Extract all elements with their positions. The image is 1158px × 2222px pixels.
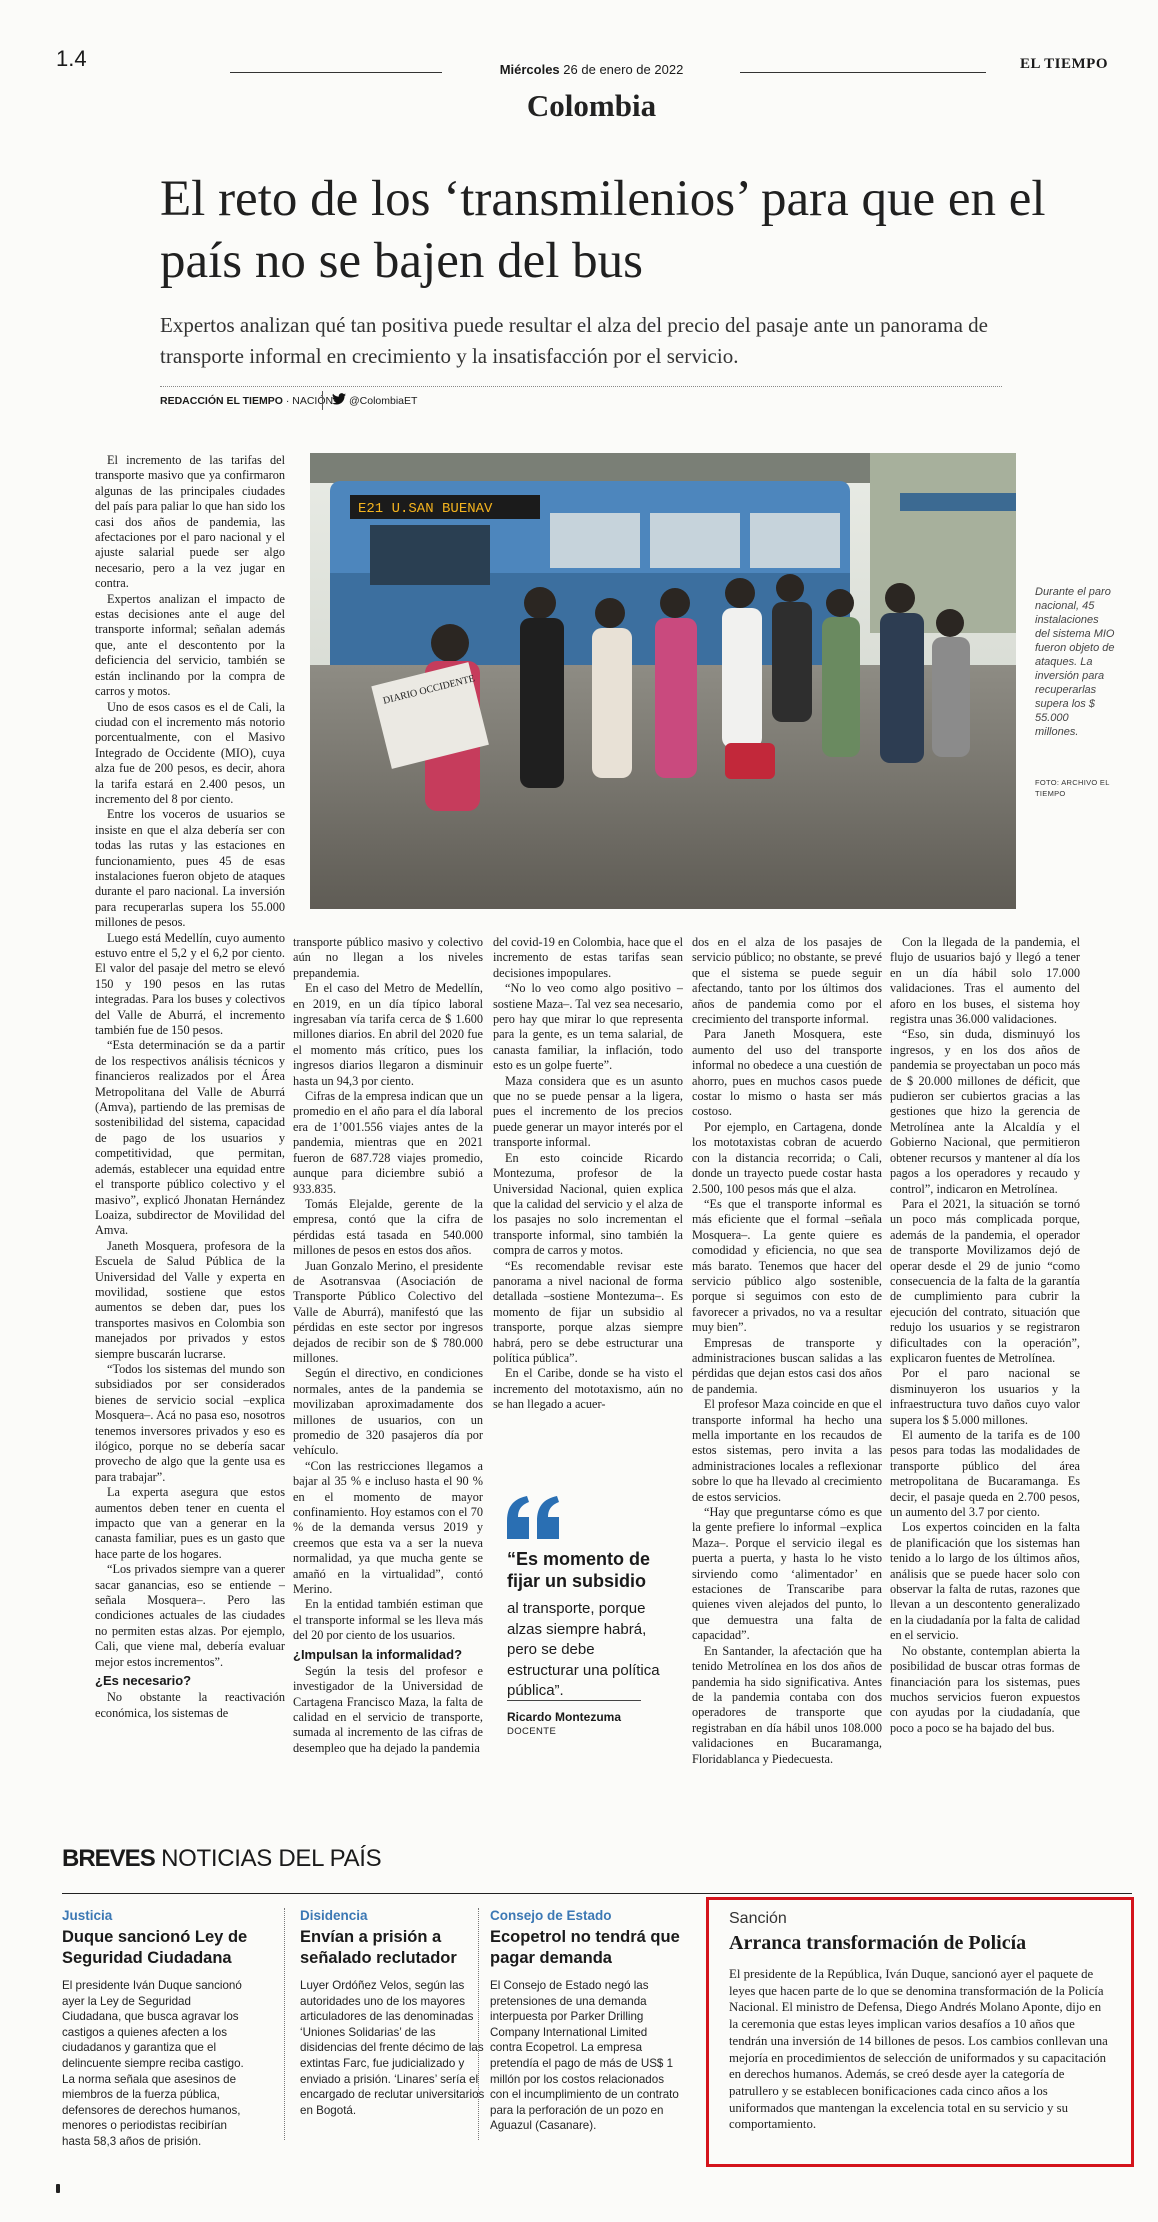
paragraph: No obstante, contemplan abierta la posibilidad de buscar otras formas de financiación para los sistemas, pues muchos servicios fueron expuestos con ayudas por la ciudadanía, que poco a poco se ha bajado del bus. (890, 1643, 1080, 1735)
paragraph: Entre los voceros de usuarios se insiste en que el alza debería ser con todas las rutas y las estaciones en funcionamiento, pues 45 de esas instalaciones fueron objeto de ataques durante el paro nacional. La inversión para recuperarlas supera los 55.000 millones de pesos. (95, 807, 285, 930)
brief-title: Duque sancionó Ley de Seguridad Ciudadana (62, 1928, 248, 1967)
briefs-header (62, 1845, 381, 1873)
brief-text: El presidente de la República, Iván Duque, sancionó ayer el paquete de leyes que hacen parte de lo que se denomina transformación de la Policía Nacional. El ministro de Defensa, Diego Andrés Molano Aponte, dijo en la ceremonia que estas leyes implican varios desafíos a 10 años que tendrán una inversión de 14 billones de pesos. Los cambios conllevan una mejoría en procedimientos de selección de uniformados y su capacitación en derechos humanos. Además, se creó desde ayer la categoría de patrullero y se establecen bonificaciones cada cinco años a los uniformados que mantengan la excelencia total en su servicio y su comportamiento. (729, 1967, 1108, 2132)
brief-tag: Disidencia (300, 1908, 368, 1923)
date-weekday: Miércoles (499, 62, 560, 77)
paragraph: En el caso del Metro de Medellín, en 2019, en un día típico laboral ingresaban vía tarifa cerca de $ 1.600 millones diarios. En abril del 2020 fue el momento más crítico, pues los ingresos diarios llegaron a disminuir hasta un 94,3 por ciento. (293, 981, 483, 1088)
briefs-header-rest: NOTICIAS DEL PAÍS (154, 1845, 382, 1872)
pull-quote-text: al transporte, porque alzas siempre habrá, pero se debe estructurar una política pública”. (507, 1600, 660, 1699)
pull-quote-role: DOCENTE (507, 1726, 557, 1737)
paragraph: “Es que el transporte informal es más eficiente que el formal –señala Mosquera–. La gente quiere es comodidad y eficiencia, no que sea más barato. Tenemos que hacer del servicio público algo sostenible, porque si seguimos con esto de favorecer a privados, no va a resultar muy bien”. (692, 1196, 882, 1335)
brief-title: Ecopetrol no tendrá que pagar demanda (490, 1928, 680, 1967)
paragraph: del covid-19 en Colombia, hace que el incremento de estas tarifas sean decisiones impopulares. (493, 935, 683, 980)
header-rule-left (230, 72, 442, 73)
paragraph: Según el directivo, en condiciones normales, antes de la pandemia se movilizaban aproximadamente dos millones de usuarios, con un promedio de 320 pasajeros día por vehículo. (293, 1366, 483, 1458)
paragraph: Tomás Elejalde, gerente de la empresa, contó que la cifra de pérdidas está tasada en 540.000 millones de pesos en estos dos años. (293, 1196, 483, 1258)
brief-text: El Consejo de Estado negó las pretensiones de una demanda interpuesta por Parker Drilling Company International Limited contra Ecopetrol. La empresa pretendía el pago de más de US$ 1 millón por los costos relacionados con el incumplimiento de un contrato para la perforación de un pozo en Aguazul (Casanare). (490, 1979, 679, 2133)
paragraph: Con la llegada de la pandemia, el flujo de usuarios bajó y llegó a tener en un día hábil solo 17.000 validaciones. Tras el aumento del aforo en los buses, el sistema hoy registra unas 36.000 validaciones. (890, 935, 1080, 1027)
brief-item (62, 1908, 252, 2150)
brief-item (300, 1908, 490, 2118)
pull-quote-rule (507, 1700, 641, 1701)
paragraph: “Es recomendable revisar este panorama a nivel nacional de forma detallada –sostiene Montezuma–. Es momento de fijar un subsidio al transporte, porque alzas siempre habrá, pero se debe estructurar una política pública”. (493, 1258, 683, 1365)
paragraph: El aumento de la tarifa es de 100 pesos para todas las modalidades de transporte público del área metropolitana de Bucaramanga. Es decir, el pasaje queda en 2.700 pesos, un aumento del 3.7 por ciento. (890, 1428, 1080, 1520)
article-headline: El reto de los ‘transmilenios’ para que en el país no se bajen del bus (160, 171, 1046, 289)
byline-section: · NACIÓN (282, 395, 334, 407)
photo-newspaper-text: DIARIO OCCIDENTE (381, 673, 477, 707)
paragraph: Para Janeth Mosquera, este aumento del uso del transporte informal no obedece a una cuestión de ahorro, pues en muchos casos puede costar lo mismo o hasta ser más costoso. (692, 1027, 882, 1119)
paragraph: Según la tesis del profesor e investigador de la Universidad de Cartagena Francisco Maza, la falta de calidad en el servicio de transporte, sumada al incremento de las cifras de desempleo que ha dejado la pandemia (293, 1663, 483, 1755)
briefs-divider (62, 1893, 1132, 1894)
paragraph: No obstante la reactivación económica, los sistemas de (95, 1690, 285, 1720)
brief-title: Arranca transformación de Policía (729, 1932, 1027, 1954)
date-rest: 26 de enero de 2022 (563, 62, 684, 77)
edition-date (449, 62, 734, 77)
paragraph: En la entidad también estiman que el transporte informal se les lleva más del 20 por ciento de los usuarios. (293, 1597, 483, 1643)
paragraph: Uno de esos casos es el de Cali, la ciudad con el incremento más notorio porcentualmente, con el Masivo Integrado de Occidente (MIO), cuya alza fue de 200 pesos, es decir, ahora la tarifa estará en 2.400 pesos, un incremento del 8 por ciento. (95, 699, 285, 806)
header-rule-right (740, 72, 986, 73)
pull-quote-lead: “Es momento de fijar un subsidio (507, 1549, 651, 1591)
paragraph: En esto coincide Ricardo Montezuma, profesor de la Universidad Nacional, quien explica que la calidad del servicio y el alza de los pasajes no solo incrementan el transporte informal, sino también la compra de carros y motos. (493, 1150, 683, 1258)
quote-mark-icon (503, 1495, 563, 1541)
paragraph: Expertos analizan el impacto de estas decisiones ante el auge del transporte informal; señalan además que, ante el descontento por la deficiencia del servicio, también se están inclinando por la compra de carros y motos. (95, 591, 285, 699)
paragraph: Empresas de transporte y administraciones buscan salidas a las pérdidas que dejan estos casi dos años de pandemia. (692, 1335, 882, 1396)
photo-caption: Durante el paro nacional, 45 instalaciones del sistema MIO fueron objeto de ataques. La inversión para recuperarlas supera los $ 55.000 millones. (1035, 586, 1115, 738)
section-title: Colombia (526, 88, 657, 123)
photo-credit: FOTO: ARCHIVO EL TIEMPO (1035, 778, 1110, 798)
article-column-4 (692, 935, 882, 1825)
newspaper-brand: EL TIEMPO (1020, 56, 1108, 72)
brief-item-highlighted (706, 1897, 1134, 2167)
byline-separator (322, 391, 323, 410)
paragraph: “Esta determinación se da a partir de los respectivos análisis técnicos y financieros realizados por el Área Metropolitana del Valle de Aburrá (Amva), partiendo de las premisas de sostenibilidad del sistema, capacidad de pago de los usuarios y competitividad, que permitan, además, establecer una equidad entre el transporte público colectivo y el masivo”, explicó Jhonatan Hernández Loaiza, subdirector de Movilidad del Amva. (95, 1038, 285, 1238)
brief-tag: Justicia (62, 1908, 113, 1923)
brief-separator (284, 1908, 285, 2140)
brief-separator (478, 1908, 479, 2140)
paragraph: “No lo veo como algo positivo –sostiene Maza–. Tal vez sea necesario, pero hay que mirar lo que representa para la gente, es un tema salarial, de canasta familiar, la inflación, todo esto es un golpe fuerte”. (493, 981, 683, 1073)
briefs-header-bold: BREVES (62, 1845, 155, 1872)
paragraph: “Eso, sin duda, disminuyó los ingresos, y en los dos años de pandemia se proyectaban un poco más de $ 20.000 millones de déficit, que pudieron ser cubiertos gracias a las gestiones que hizo la gerencia de Metrolínea ante la Alcaldía y el Gobierno Nacional, que permitieron obtener recursos y mantener al día los pagos a los operadores y recaudo y control”, indicaron en Metrolínea. (890, 1027, 1080, 1196)
article-column-2 (293, 935, 483, 1825)
paragraph: dos en el alza de los pasajes de servicio público; no obstante, se prevé que el sistema se puede seguir afectando, tanto por los últimos dos años de pandemia como por el crecimiento del transporte informal. (692, 935, 882, 1027)
byline-author: REDACCIÓN EL TIEMPO (160, 395, 283, 407)
paragraph: Para el 2021, la situación se tornó un poco más complicada porque, además de la pandemia, el operador de transporte Movilizamos dejó de operar desde el 29 de junio “como consecuencia de la falta de la garantía de cumplimiento para cubrir la ejecución del contrato, situación que redujo los usuarios y se registraron dificultades con la operación”, explicaron fuentes de Metrolínea. (890, 1196, 1080, 1365)
paragraph: “Los privados siempre van a querer sacar ganancias, eso se entiende –señala Mosquera–. Pero las condiciones actuales de las ciudades no permiten estas alzas. Por ejemplo, Cali, que viene mal, debería evaluar mejor estos incrementos”. (95, 1562, 285, 1669)
brief-item (490, 1908, 680, 2134)
paragraph: La experta asegura que estos aumentos deben tener en cuenta el impacto que van a generar en la canasta familiar, pues es un gasto que hace parte de los hogares. (95, 1485, 285, 1561)
brief-text: Luyer Ordóñez Velos, según las autoridades uno de los mayores articuladores de las denominadas ‘Uniones Solidarias’ de las disidencias del frente décimo de las extintas Farc, fue judicializado y enviado a prisión. ‘Linares’ sería el encargado de reclutar universitarios en Bogotá. (300, 1979, 485, 2117)
paragraph: Juan Gonzalo Merino, el presidente de Asotransvaa (Asociación de Transporte Público Colectivo del Valle de Aburrá), manifestó que las pérdidas en este sector por ingresos dejados de recibir son de $ 780.000 millones. (293, 1258, 483, 1365)
paragraph: “Con las restricciones llegamos a bajar al 35 % e incluso hasta el 90 % en el momento de mayor confinamiento. Hoy estamos con el 70 % de la demanda versus 2019 y creemos que esta va a ser la nueva normalidad, ya que mucha gente se amañó en la virtualidad”, contó Merino. (293, 1458, 483, 1597)
paragraph: Cifras de la empresa indican que un promedio en el año para el día laboral era de 1’001.556 viajes antes de la pandemia, mientras que en 2021 fueron de 687.728 viajes promedio, aunque para diciembre subió a 933.835. (293, 1089, 483, 1196)
paragraph: En el Caribe, donde se ha visto el incremento del mototaxismo, aún no se han llegado a acuer- (493, 1366, 683, 1412)
article-column-3 (493, 935, 683, 1500)
print-mark (56, 2184, 60, 2193)
paragraph: Los expertos coinciden en la falta de planificación que los sistemas han tenido a lo largo de los últimos años, análisis que se puede hacer solo con observar la falta de rutas, razones que llevan a un descontento generalizado en la ciudadanía por la falta de calidad en el servicio. (890, 1520, 1080, 1643)
brief-text: El presidente Iván Duque sancionó ayer la Ley de Seguridad Ciudadana, que busca agravar los castigos a quienes afecten a los ciudadanos y garantiza que el delincuente siempre reciba castigo. La norma señala que asesinos de miembros de la fuerza pública, defensores de derechos humanos, menores o periodistas recibirían hasta 58,3 años de prisión. (62, 1979, 244, 2148)
page-number: 1.4 (56, 46, 87, 71)
twitter-handle: @ColombiaET (349, 395, 418, 407)
paragraph: Por el paro nacional se disminuyeron los usuarios y la infraestructura tuvo daños cuyo valor supera los $ 5.000 millones. (890, 1366, 1080, 1427)
paragraph: Por ejemplo, en Cartagena, donde los mototaxistas cobran de acuerdo con la distancia recorrida; o Cali, donde un trayecto puede costar hasta 2.500, 100 pesos más que el alza. (692, 1119, 882, 1196)
bus-sign: E21 U.SAN BUENAV (358, 501, 493, 517)
brief-tag: Consejo de Estado (490, 1908, 612, 1923)
twitter-icon (332, 393, 346, 405)
paragraph: Janeth Mosquera, profesora de la Escuela de Salud Pública de la Universidad del Valle y experta en movilidad, sostiene que estos aumentos se deben dar, pues los transportes masivos en Colombia son manejados por privados y estos siempre buscarán lucrarse. (95, 1238, 285, 1361)
paragraph: El profesor Maza coincide en que el transporte informal ha hecho una mella importante en los recaudos de estos sistemas, pero invita a las administraciones locales a reflexionar sobre lo que ha llevado al crecimiento de estos servicios. (692, 1397, 882, 1504)
pull-quote-author: Ricardo Montezuma (507, 1710, 622, 1724)
paragraph: transporte público masivo y colectivo aún no llegan a los niveles prepandemia. (293, 935, 483, 980)
article-column-1 (95, 453, 285, 1893)
paragraph: En Santander, la afectación que ha tenido Metrolínea en los dos años de pandemia ha sido significativa. Antes de la pandemia contaba con dos operadores de transporte que registraban en día hábil unos 108.000 validaciones en Bucaramanga, Floridablanca y Piedecuesta. (692, 1643, 882, 1766)
subhead-es-necesario: ¿Es necesario? (95, 1673, 192, 1689)
paragraph: Maza considera que es un asunto que no se puede pensar a la ligera, pues el incremento de los precios puede generar un mayor interés por el transporte informal. (493, 1073, 683, 1150)
photo-scene (310, 453, 1016, 909)
brief-title: Envían a prisión a señalado reclutador (300, 1928, 457, 1967)
brief-tag: Sanción (729, 1910, 787, 1927)
byline (160, 395, 333, 407)
article-column-5 (890, 935, 1080, 1825)
article-deck: Expertos analizan qué tan positiva puede resultar el alza del precio del pasaje ante un panorama de transporte informal en crecimiento y la insatisfacción por el servicio. (160, 313, 988, 368)
subhead-impulsan-informalidad: ¿Impulsan la informalidad? (293, 1646, 463, 1662)
paragraph: Luego está Medellín, cuyo aumento estuvo entre el 5,2 y el 6,2 por ciento. El valor del pasaje del metro se elevó 150 y 190 pesos en las rutas integradas. Para los buses y colectivos del Valle de Aburrá, el incremento también fue de 150 pesos. (95, 930, 285, 1038)
paragraph: “Todos los sistemas del mundo son subsidiados por ser considerados bienes de servicio social –explica Mosquera–. Acá no pasa eso, nosotros tenemos inversores privados y eso es ilógico, porque no se debería sacar provecho de algo que la gente usa es para trabajar”. (95, 1361, 285, 1484)
deck-divider (160, 386, 1002, 387)
paragraph: El incremento de las tarifas del transporte masivo que ya confirmaron algunas de las principales ciudades del país para paliar lo que han sido los casi dos años de pandemia, las afectaciones por el paro nacional y el ajuste salarial puede ser algo necesario, pero a la vez jugar en contra. (95, 453, 285, 591)
paragraph: “Hay que preguntarse cómo es que la gente prefiere lo informal –explica Maza–. Porque el servicio ilegal es puerta a puerta, y hasta lo he visto sirviendo como ‘alimentador’ en estaciones de Transcaribe para quienes viven alejados del punto, lo que demuestra una falta de capacidad”. (692, 1505, 882, 1643)
article-photo (310, 453, 1016, 909)
